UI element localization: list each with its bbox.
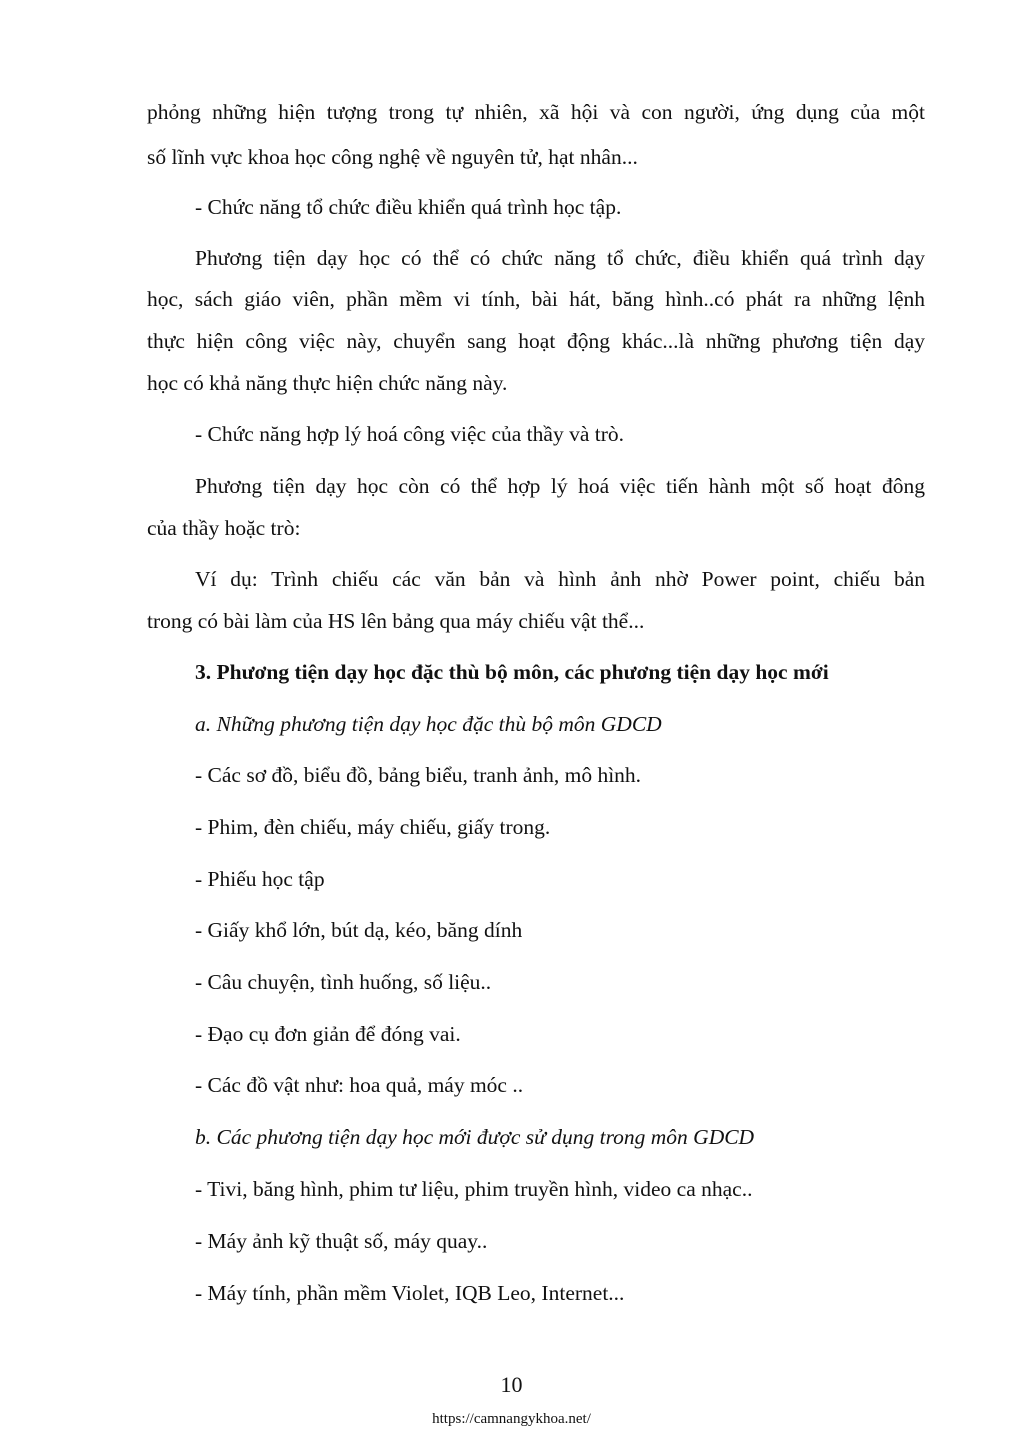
section-heading: 3. Phương tiện dạy học đặc thù bộ môn, các phương tiện dạy học mới [195, 660, 829, 684]
paragraph-line: số lĩnh vực khoa học công nghệ về nguyên tử, hạt nhân... [147, 145, 638, 169]
subsection-heading: b. Các phương tiện dạy học mới được sử dụng trong môn GDCD [195, 1125, 755, 1149]
page-number: 10 [500, 1372, 523, 1397]
list-item: - Giấy khổ lớn, bút dạ, kéo, băng dính [195, 918, 523, 942]
paragraph-line: học, sách giáo viên, phần mềm vi tính, bài hát, băng hình..có phát ra những lệnh [147, 287, 925, 311]
list-item: - Các sơ đồ, biểu đồ, bảng biểu, tranh ảnh, mô hình. [195, 763, 642, 787]
paragraph-line: của thầy hoặc trò: [147, 516, 301, 540]
subsection-heading: a. Những phương tiện dạy học đặc thù bộ môn GDCD [195, 712, 662, 736]
list-item: - Câu chuyện, tình huống, số liệu.. [195, 970, 492, 994]
footer-url[interactable]: https://camnangykhoa.net/ [432, 1411, 591, 1427]
paragraph-line: trong có bài làm của HS lên bảng qua máy chiếu vật thể... [147, 609, 645, 633]
list-item: - Đạo cụ đơn giản để đóng vai. [195, 1022, 461, 1046]
paragraph-line: Phương tiện dạy học có thể có chức năng tổ chức, điều khiển quá trình dạy [195, 246, 925, 270]
list-item: - Phim, đèn chiếu, máy chiếu, giấy trong. [195, 815, 551, 839]
paragraph-line: Ví dụ: Trình chiếu các văn bản và hình ảnh nhờ Power point, chiếu bản [195, 567, 925, 591]
list-item: - Các đồ vật như: hoa quả, máy móc .. [195, 1073, 524, 1097]
paragraph-line: phỏng những hiện tượng trong tự nhiên, xã hội và con người, ứng dụng của một [147, 100, 925, 124]
list-item: - Phiếu học tập [195, 867, 325, 891]
list-item: - Chức năng tổ chức điều khiển quá trình học tập. [195, 195, 622, 219]
paragraph-line: Phương tiện dạy học còn có thể hợp lý hoá việc tiến hành một số hoạt đông [195, 474, 925, 498]
paragraph-line: học có khả năng thực hiện chức năng này. [147, 371, 508, 395]
list-item: - Máy ảnh kỹ thuật số, máy quay.. [195, 1229, 488, 1253]
list-item: - Máy tính, phần mềm Violet, IQB Leo, Internet... [195, 1281, 625, 1305]
list-item: - Chức năng hợp lý hoá công việc của thầy và trò. [195, 422, 625, 446]
paragraph-line: thực hiện công việc này, chuyển sang hoạt động khác...là những phương tiện dạy [147, 329, 925, 353]
list-item: - Tivi, băng hình, phim tư liệu, phim truyền hình, video ca nhạc.. [195, 1177, 753, 1201]
